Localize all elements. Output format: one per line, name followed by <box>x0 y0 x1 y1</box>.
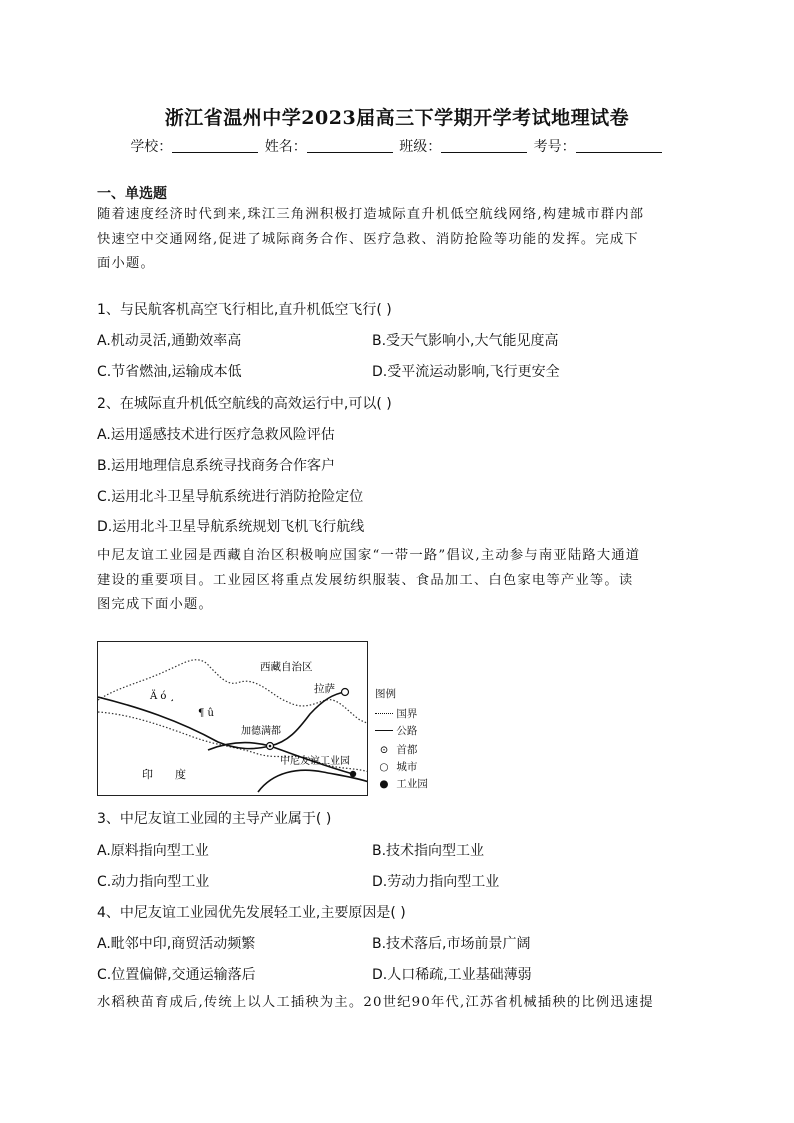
legend-road-label: 公路 <box>396 725 418 737</box>
passage-1-line: 快速空中交通网络,促进了城际商务合作、医疗急救、消防抢险等功能的发挥。完成下 <box>97 231 639 247</box>
student-info-line <box>0 136 794 156</box>
class-label: 班级： <box>399 139 442 155</box>
location-map <box>97 641 368 796</box>
section-heading: 一、单选题 <box>97 186 167 202</box>
legend-road-row <box>375 723 417 738</box>
legend-city-row <box>375 759 417 774</box>
map-svg <box>98 642 368 796</box>
legend-park-row <box>375 776 428 791</box>
number-blank[interactable] <box>576 138 662 153</box>
legend-city-symbol: ○ <box>379 761 389 773</box>
class-blank[interactable] <box>441 138 527 153</box>
question-4-option-d[interactable]: D.人口稀疏,工业基础薄弱 <box>372 967 532 983</box>
legend-park-label: 工业园 <box>396 778 428 790</box>
school-label: 学校： <box>130 139 173 155</box>
legend-title: 图例 <box>375 688 396 700</box>
map-label-kathmandu: 加德满都 <box>241 726 281 737</box>
passage-3 <box>97 991 697 1016</box>
question-4-option-c[interactable]: C.位置偏僻,交通运输落后 <box>97 967 256 983</box>
passage-1 <box>97 203 697 277</box>
map-label-nepal-part2: ¶ û <box>198 708 214 719</box>
legend-road-swatch <box>375 730 393 731</box>
question-1-option-d[interactable]: D.受平流运动影响,飞行更安全 <box>372 364 560 380</box>
question-2-option-c[interactable]: C.运用北斗卫星导航系统进行消防抢险定位 <box>97 489 364 505</box>
legend-capital-symbol: ⊙ <box>379 744 389 756</box>
legend-capital-row <box>375 742 417 757</box>
road-line <box>98 692 345 749</box>
passage-1-line: 随着速度经济时代到来,珠江三角洲积极打造城际直升机低空航线网络,构建城市群内部 <box>97 207 645 222</box>
question-1-option-b[interactable]: B.受天气影响小,大气能见度高 <box>372 333 559 349</box>
legend-border-row <box>375 706 417 721</box>
question-3-stem: 3、中尼友谊工业园的主导产业属于( ) <box>97 811 332 827</box>
passage-2-line: 中尼友谊工业园是西藏自治区积极响应国家“一带一路”倡议,主动参与南亚陆路大通道 <box>97 548 641 563</box>
passage-2-line: 图完成下面小题。 <box>97 597 213 612</box>
question-3-option-b[interactable]: B.技术指向型工业 <box>372 843 485 859</box>
map-label-nepal-part1: Ä ó ¸ <box>150 691 175 702</box>
legend-border-swatch <box>375 713 393 714</box>
legend-park-symbol: ● <box>379 778 389 790</box>
name-blank[interactable] <box>307 138 393 153</box>
question-4-stem: 4、中尼友谊工业园优先发展轻工业,主要原因是( ) <box>97 905 406 921</box>
name-label: 姓名： <box>264 139 307 155</box>
question-3-option-d[interactable]: D.劳动力指向型工业 <box>372 874 500 890</box>
passage-3-line: 水稻秧苗育成后,传统上以人工插秧为主。20世纪90年代,江苏省机械插秧的比例迅速提 <box>97 995 654 1010</box>
map-label-xizang: 西藏自治区 <box>260 661 313 673</box>
map-label-lasa: 拉萨 <box>314 683 335 695</box>
legend-border-label: 国界 <box>396 708 418 720</box>
number-label: 考号： <box>533 139 576 155</box>
passage-1-line: 面小题。 <box>97 256 155 271</box>
passage-2 <box>97 544 697 618</box>
map-label-park: 中尼友谊工业园 <box>280 756 350 767</box>
question-2-option-d[interactable]: D.运用北斗卫星导航系统规划飞机飞行航线 <box>97 519 365 535</box>
map-label-india: 印 度 <box>142 768 186 781</box>
question-3-option-a[interactable]: A.原料指向型工业 <box>97 843 209 859</box>
legend-capital-label: 首都 <box>396 744 418 756</box>
school-blank[interactable] <box>172 138 258 153</box>
industrial-park-marker <box>350 771 356 777</box>
passage-2-line: 建设的重要项目。工业园区将重点发展纺织服装、食品加工、白色家电等产业等。读 <box>97 572 634 588</box>
page-title: 浙江省温州中学2023届高三下学期开学考试地理试卷 <box>164 107 630 129</box>
question-3-option-c[interactable]: C.动力指向型工业 <box>97 874 210 890</box>
lhasa-city-marker <box>342 689 349 696</box>
legend-city-label: 城市 <box>396 761 418 773</box>
question-4-option-a[interactable]: A.毗邻中印,商贸活动频繁 <box>97 936 256 952</box>
question-2-option-b[interactable]: B.运用地理信息系统寻找商务合作客户 <box>97 458 336 474</box>
question-1-option-a[interactable]: A.机动灵活,通勤效率高 <box>97 333 242 349</box>
question-2-stem: 2、在城际直升机低空航线的高效运行中,可以( ) <box>97 396 392 412</box>
question-2-option-a[interactable]: A.运用遥感技术进行医疗急救风险评估 <box>97 427 335 443</box>
question-4-option-b[interactable]: B.技术落后,市场前景广阔 <box>372 936 531 952</box>
kathmandu-capital-dot <box>269 745 272 748</box>
question-1-stem: 1、与民航客机高空飞行相比,直升机低空飞行( ) <box>97 302 392 318</box>
question-1-option-c[interactable]: C.节省燃油,运输成本低 <box>97 364 242 380</box>
